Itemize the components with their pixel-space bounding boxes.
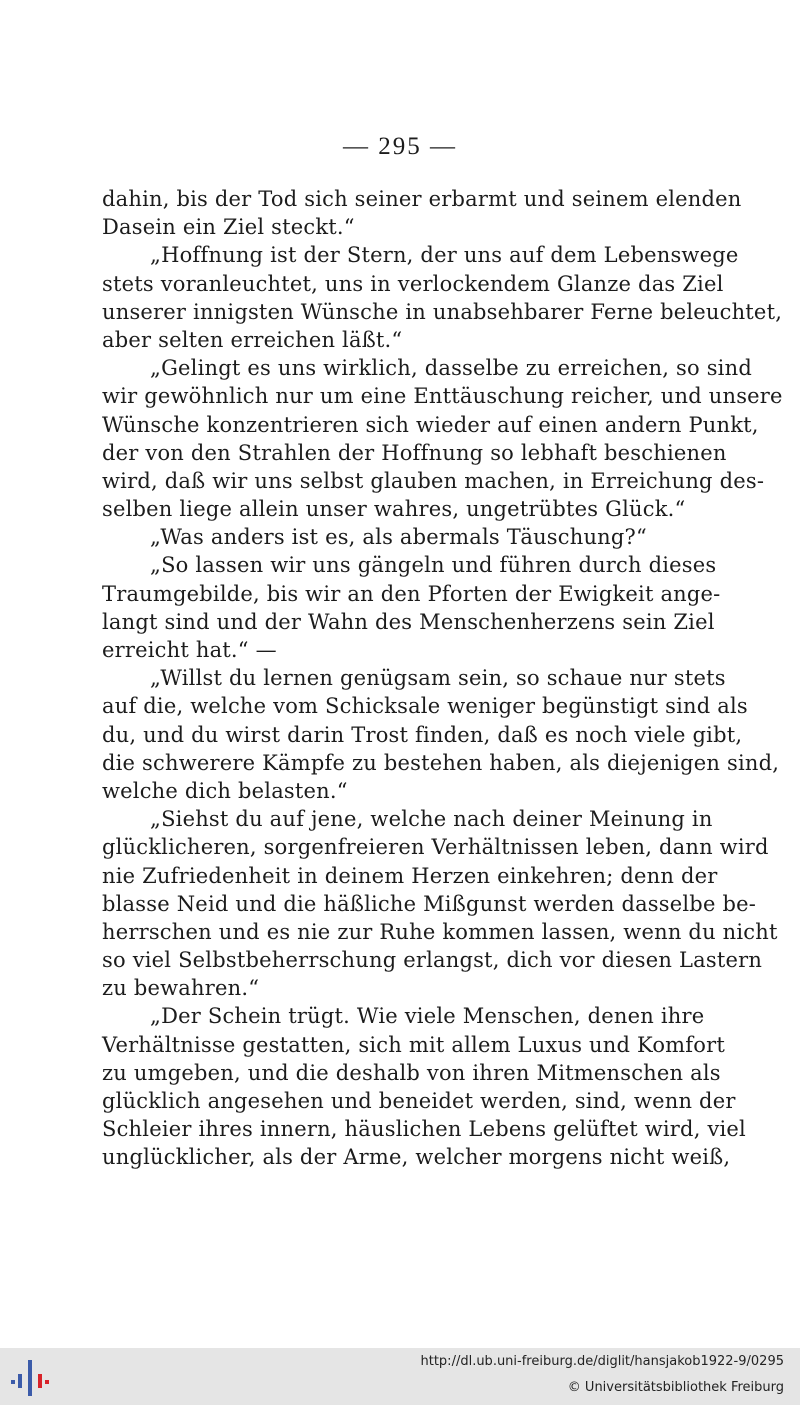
text-line: auf die, welche vom Schicksale weniger begünstigt sind als <box>102 694 748 719</box>
text-line: „Gelingt es uns wirklich, dasselbe zu erreichen, so sind <box>150 356 752 381</box>
text-line: so viel Selbstbeherrschung erlangst, dich vor diesen Lastern <box>102 948 763 973</box>
text-line: blasse Neid und die häßliche Mißgunst werden dasselbe be- <box>102 891 757 916</box>
text-line: glücklicheren, sorgenfreieren Verhältnissen leben, dann wird <box>102 835 769 860</box>
footer-url[interactable]: http://dl.ub.uni-freiburg.de/diglit/hansjakob1922-9/0295 <box>420 1354 784 1369</box>
text-line: „Siehst du auf jene, welche nach deiner Meinung in <box>150 807 713 832</box>
footer-bar <box>0 1348 800 1405</box>
text-line: Traumgebilde, bis wir an den Pforten der Ewigkeit ange- <box>102 581 721 606</box>
text-line: „Hoffnung ist der Stern, der uns auf dem Lebenswege <box>150 243 739 268</box>
text-line: unserer innigsten Wünsche in unabsehbarer Ferne beleuchtet, <box>102 299 783 324</box>
text-line: „Willst du lernen genügsam sein, so schaue nur stets <box>150 666 726 691</box>
text-line: selben liege allein unser wahres, ungetrübtes Glück.“ <box>102 497 686 522</box>
text-line: herrschen und es nie zur Ruhe kommen lassen, wenn du nicht <box>102 919 778 944</box>
text-line: wird, daß wir uns selbst glauben machen, in Erreichung des- <box>102 468 765 493</box>
footer-copyright: © Universitätsbibliothek Freiburg <box>567 1380 784 1395</box>
text-line: Dasein ein Ziel steckt.“ <box>102 215 355 240</box>
text-line: „Was anders ist es, als abermals Täuschung?“ <box>150 525 647 550</box>
text-line: Schleier ihres innern, häuslichen Lebens gelüftet wird, viel <box>102 1117 746 1142</box>
text-line: die schwerere Kämpfe zu bestehen haben, als diejenigen sind, <box>102 750 780 775</box>
text-line: wir gewöhnlich nur um eine Enttäuschung reicher, und unsere <box>102 384 783 409</box>
text-line: aber selten erreichen läßt.“ <box>102 327 403 352</box>
text-line: zu umgeben, und die deshalb von ihren Mitmenschen als <box>102 1060 721 1085</box>
text-line: erreicht hat.“ — <box>102 638 277 662</box>
page-number: — 295 — <box>343 133 457 160</box>
text-line: glücklich angesehen und beneidet werden, sind, wenn der <box>102 1089 736 1113</box>
text-line: welche dich belasten.“ <box>102 778 348 803</box>
library-logo-icon[interactable] <box>8 1358 52 1398</box>
text-line: „Der Schein trügt. Wie viele Menschen, denen ihre <box>150 1004 705 1029</box>
text-line: unglücklicher, als der Arme, welcher morgens nicht weiß, <box>102 1145 731 1170</box>
text-line: langt sind und der Wahn des Menschenherzens sein Ziel <box>102 609 715 634</box>
text-line: dahin, bis der Tod sich seiner erbarmt und seinem elenden <box>102 187 742 211</box>
body-text <box>102 185 783 1172</box>
text-line: stets voranleuchtet, uns in verlockendem Glanze das Ziel <box>102 271 724 296</box>
text-line: du, und du wirst darin Trost finden, daß es noch viele gibt, <box>102 722 743 747</box>
text-line: der von den Strahlen der Hoffnung so lebhaft beschienen <box>102 440 727 465</box>
text-line: Wünsche konzentrieren sich wieder auf einen andern Punkt, <box>102 412 759 437</box>
text-line: zu bewahren.“ <box>102 976 260 1001</box>
text-line: nie Zufriedenheit in deinem Herzen einkehren; denn der <box>102 863 718 888</box>
text-line: „So lassen wir uns gängeln und führen durch dieses <box>150 553 717 578</box>
text-line: Verhältnisse gestatten, sich mit allem Luxus und Komfort <box>102 1032 725 1057</box>
